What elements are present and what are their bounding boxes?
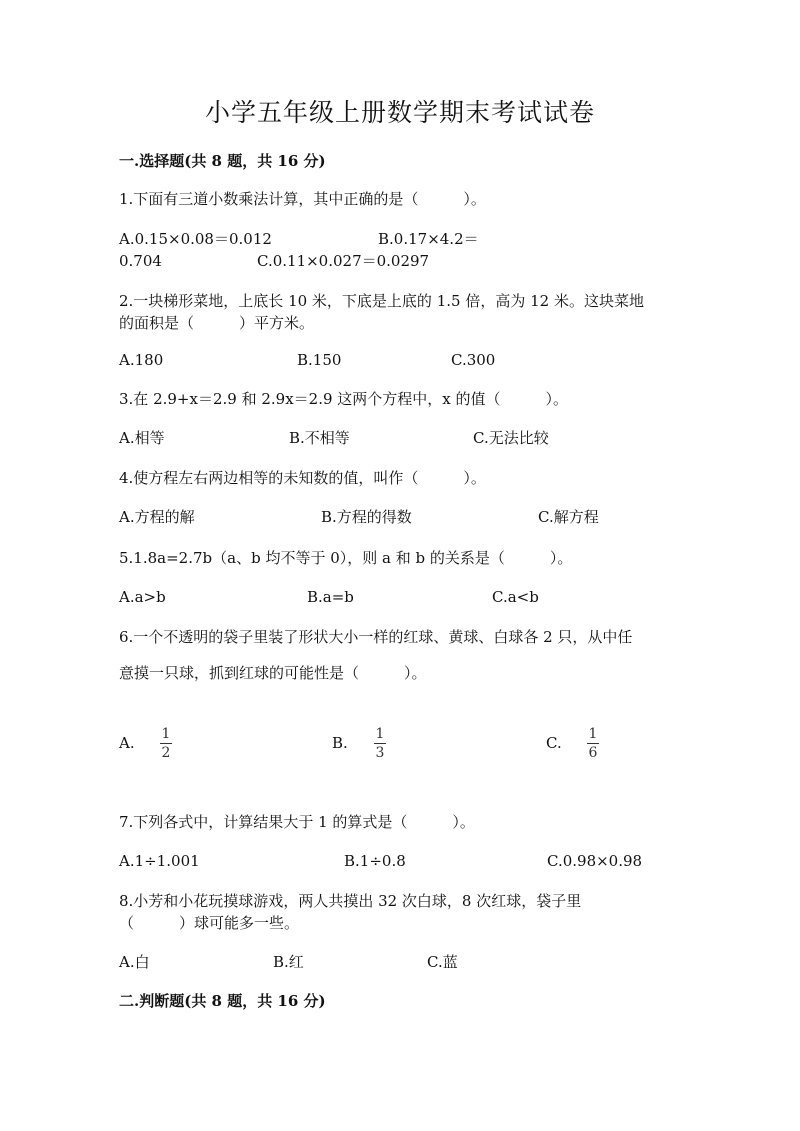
question-7-option-b: B.1÷0.8 — [344, 852, 406, 870]
question-7-option-a: A.1÷1.001 — [119, 852, 200, 870]
question-1-option-b-continued: 0.704 — [119, 252, 162, 270]
question-5-stem: 5.1.8a=2.7b（a、b 均不等于 0），则 a 和 b 的关系是（ ）。 — [119, 549, 573, 567]
question-2-option-b: B.150 — [297, 351, 342, 369]
question-6-stem-line-1: 6.一个不透明的袋子里装了形状大小一样的红球、黄球、白球各 2 只，从中任 — [119, 628, 633, 646]
question-1-option-b: B.0.17×4.2＝ — [378, 230, 479, 248]
fraction-bar — [374, 743, 386, 744]
question-4-stem: 4.使方程左右两边相等的未知数的值，叫作（ ）。 — [119, 469, 486, 487]
question-7-stem: 7.下列各式中，计算结果大于 1 的算式是（ ）。 — [119, 813, 475, 831]
question-4-option-c: C.解方程 — [538, 508, 599, 526]
question-2-stem-line-2: 的面积是（ ）平方米。 — [119, 314, 315, 332]
question-8-option-a: A.白 — [119, 953, 150, 971]
question-5-option-b: B.a=b — [307, 588, 354, 606]
question-8-option-c: C.蓝 — [427, 953, 458, 971]
question-6-option-b-fraction — [374, 726, 386, 761]
question-8-stem-line-1: 8.小芳和小花玩摸球游戏，两人共摸出 32 次白球，8 次红球，袋子里 — [119, 892, 582, 910]
fraction-bar — [587, 743, 599, 744]
question-1-stem: 1.下面有三道小数乘法计算，其中正确的是（ ）。 — [119, 190, 486, 208]
fraction-denominator: 6 — [588, 745, 598, 761]
fraction-bar — [160, 743, 172, 744]
question-3-stem: 3.在 2.9+x＝2.9 和 2.9x＝2.9 这两个方程中，x 的值（ ）。 — [119, 390, 569, 408]
question-6-option-c-label: C. — [546, 734, 562, 752]
fraction-numerator: 1 — [161, 726, 171, 742]
question-5-option-a: A.a>b — [119, 588, 166, 606]
question-2-option-a: A.180 — [119, 351, 164, 369]
fraction-denominator: 2 — [161, 745, 171, 761]
fraction-denominator: 3 — [375, 745, 385, 761]
question-3-option-b: B.不相等 — [289, 429, 350, 447]
question-6-stem-line-2: 意摸一只球，抓到红球的可能性是（ ）。 — [119, 664, 427, 682]
question-7-option-c: C.0.98×0.98 — [547, 852, 643, 870]
question-6-option-a-fraction — [160, 726, 172, 761]
question-2-stem-line-1: 2.一块梯形菜地，上底长 10 米，下底是上底的 1.5 倍，高为 12 米。这块菜地 — [119, 292, 644, 310]
section-heading-judgement: 二.判断题(共 8 题，共 16 分) — [119, 992, 326, 1010]
question-3-option-a: A.相等 — [119, 429, 165, 447]
fraction-numerator: 1 — [375, 726, 385, 742]
question-5-option-c: C.a<b — [492, 588, 539, 606]
question-4-option-a: A.方程的解 — [119, 508, 195, 526]
question-3-option-c: C.无法比较 — [473, 429, 549, 447]
page-title: 小学五年级上册数学期末考试试卷 — [204, 98, 595, 127]
question-1-option-a: A.0.15×0.08＝0.012 — [119, 230, 272, 248]
question-6-option-a-label: A. — [119, 734, 135, 752]
question-6-option-c-fraction — [587, 726, 599, 761]
question-4-option-b: B.方程的得数 — [321, 508, 412, 526]
question-6-option-b-label: B. — [332, 734, 348, 752]
fraction-numerator: 1 — [588, 726, 598, 742]
section-heading-choice: 一.选择题(共 8 题，共 16 分) — [119, 152, 326, 170]
question-1-option-c: C.0.11×0.027＝0.0297 — [257, 252, 430, 270]
question-2-option-c: C.300 — [451, 351, 496, 369]
question-8-option-b: B.红 — [273, 953, 304, 971]
question-8-stem-line-2: （ ）球可能多一些。 — [119, 914, 300, 932]
